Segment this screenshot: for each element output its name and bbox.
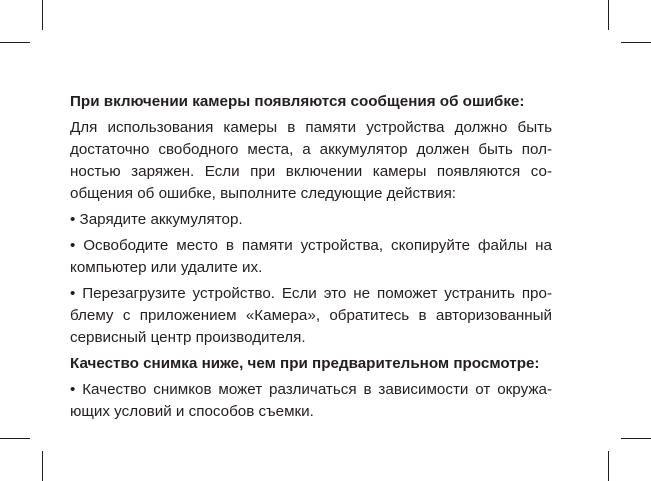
bullet-item: • Освободите место в памяти устройства, скопируйте файлы на компьютер или удалите их. [70,235,552,279]
document-page [70,91,552,427]
crop-mark-bottom-right-h [621,438,651,439]
bullet-item: • Перезагрузите устройство. Если это не поможет устранить проблему с приложением «Камера», обратитесь в авторизованный сервисный центр производителя. [70,283,552,349]
intro-paragraph: Для использования камеры в памяти устройства должно быть достаточно свободного места, а аккумулятор должен быть полностью заряжен. Если при включении камеры появляются сообщения об ошибке, выполните следующие действия: [70,119,552,202]
crop-mark-bottom-left-h [0,438,30,439]
crop-mark-top-left-h [0,42,30,43]
crop-mark-bottom-left [42,451,43,481]
crop-mark-bottom-right [608,451,609,481]
bullet-item: • Зарядите аккумулятор. [70,209,552,231]
crop-mark-top-left [42,0,43,30]
section-heading-camera-errors: При включении камеры появляются сообщения об ошибке: [70,93,525,110]
crop-mark-top-right-h [621,42,651,43]
crop-mark-top-right [608,0,609,30]
bullet-item: • Качество снимков может различаться в зависимости от окружающих условий и способов съемки. [70,379,552,423]
section-heading-image-quality: Качество снимка ниже, чем при предварительном просмотре: [70,355,540,372]
